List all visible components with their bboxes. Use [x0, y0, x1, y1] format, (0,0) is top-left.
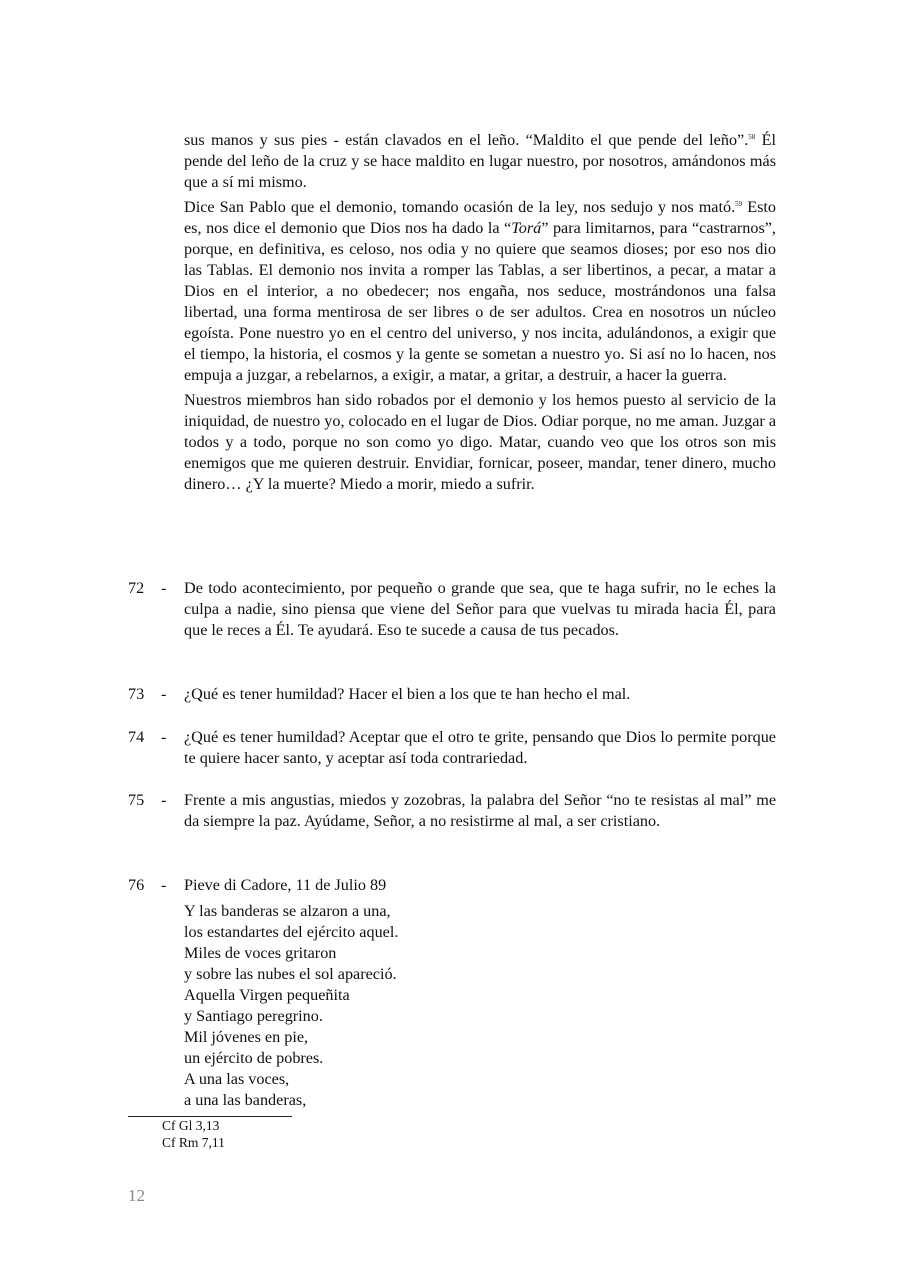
entry-text: De todo acontecimiento, por pequeño o grande que sea, que te haga sufrir, no le eches la culpa a nadie, sino piensa que viene del Señor para que vuelvas tu mirada hacia Él, para que le reces a Él. Te ayudará. Eso te sucede a causa de tus pecados.	[184, 579, 776, 639]
entry-text: ¿Qué es tener humildad? Aceptar que el otro te grite, pensando que Dios lo permite porque te quiere hacer santo, y aceptar así toda contrariedad.	[184, 728, 776, 767]
poem-line: los estandartes del ejército aquel.	[184, 923, 399, 941]
poem-line: Y las banderas se alzaron a una,	[184, 902, 391, 920]
paragraph-text: Esto es, nos dice el demonio que Dios nos ha dado la “	[184, 198, 776, 237]
footnote-ref-59[interactable]: 59	[735, 200, 743, 208]
footnote-ref-58[interactable]: 58	[748, 133, 756, 141]
entry-number: 75	[128, 791, 145, 809]
paragraph-demon-law	[184, 197, 776, 386]
entry-number: 76	[128, 876, 145, 894]
entry-dash: -	[161, 579, 167, 597]
entry-number: 74	[128, 728, 145, 746]
poem-line: Mil jóvenes en pie,	[184, 1028, 309, 1046]
entry-text: Frente a mis angustias, miedos y zozobras, la palabra del Señor “no te resistas al mal” me da siempre la paz. Ayúdame, Señor, a no resistirme al mal, a ser cristiano.	[184, 791, 776, 830]
entry-text: ¿Qué es tener humildad? Hacer el bien a los que te han hecho el mal.	[184, 685, 631, 703]
poem-line: y Santiago peregrino.	[184, 1007, 323, 1025]
entry-dash: -	[161, 685, 167, 703]
footnotes	[162, 1117, 225, 1151]
entry-dash: -	[161, 728, 167, 746]
poem-line: a una las banderas,	[184, 1091, 307, 1109]
footnote-58: Cf Gl 3,13	[162, 1118, 220, 1133]
paragraph-cross	[184, 130, 776, 193]
poem-line: Aquella Virgen pequeñita	[184, 986, 350, 1004]
paragraph-text: ” para limitarnos, para “castrarnos”, porque, en definitiva, es celoso, nos odia y no quiere que seamos dioses; por eso nos dio las Tablas. El demonio nos invita a romper las Tablas, a ser libertinos, a pecar, a matar a Dios en el interior, a no obedecer; nos engaña, nos seduce, mostrándonos una falsa libertad, una forma mentirosa de ser libres o de ser adultos. Crea en nosotros un núcleo egoísta. Pone nuestro yo en el centro del universo, y nos incita, adulándonos, a exigir que el tiempo, la historia, el cosmos y la gente se sometan a nuestro yo. Si así no lo hacen, nos empuja a juzgar, a rebelarnos, a exigir, a matar, a gritar, a destruir, a hacer la guerra.	[184, 219, 776, 384]
paragraph-text: sus manos y sus pies - están clavados en el leño. “Maldito el que pende del leño”.	[184, 131, 749, 149]
poem-line: Miles de voces gritaron	[184, 944, 337, 962]
entry-dash: -	[161, 876, 167, 894]
poem-line: y sobre las nubes el sol apareció.	[184, 965, 397, 983]
page-number: 12	[128, 1186, 145, 1205]
paragraph-members: Nuestros miembros han sido robados por el demonio y los hemos puesto al servicio de la iniquidad, de nuestro yo, colocado en el lugar de Dios. Odiar porque, no me aman. Juzgar a todos y a todo, porque no son como yo digo. Matar, cuando veo que los otros son mis enemigos que me quieren destruir. Envidiar, fornicar, poseer, mandar, tener dinero, mucho dinero… ¿Y la muerte? Miedo a morir, miedo a sufrir.	[184, 391, 777, 493]
paragraph-text: Él pende del leño de la cruz y se hace maldito en lugar nuestro, por nosotros, amándonos más que a sí mi mismo.	[184, 131, 776, 191]
entry-number: 73	[128, 685, 145, 703]
continuation-text	[184, 130, 776, 495]
footnote-59: Cf Rm 7,11	[162, 1135, 225, 1150]
paragraph-text: Dice San Pablo que el demonio, tomando ocasión de la ley, nos sedujo y nos mató.	[184, 198, 736, 216]
entry-text: Pieve di Cadore, 11 de Julio 89	[184, 876, 387, 894]
poem	[184, 901, 398, 1111]
poem-line: un ejército de pobres.	[184, 1049, 324, 1067]
entry-dash: -	[161, 791, 167, 809]
entry-number: 72	[128, 579, 145, 597]
torah-word: Torá	[511, 219, 542, 237]
poem-line: A una las voces,	[184, 1070, 290, 1088]
